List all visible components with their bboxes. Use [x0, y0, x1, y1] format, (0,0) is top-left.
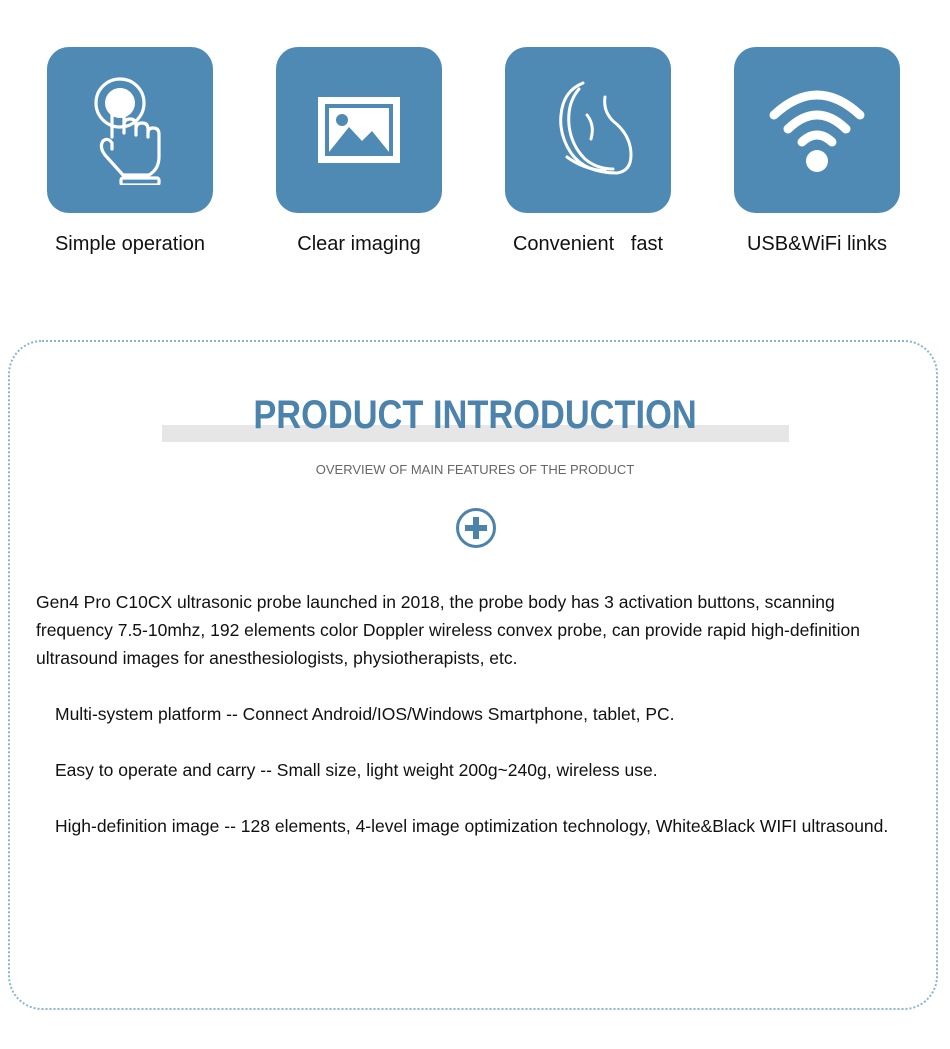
wifi-icon [762, 75, 872, 185]
page-title: PRODUCT INTRODUCTION [253, 393, 697, 437]
tap-finger-icon [75, 75, 185, 185]
product-description [36, 588, 916, 868]
feature-tile [505, 47, 671, 213]
image-icon [304, 75, 414, 185]
feature-tile [276, 47, 442, 213]
description-paragraph: High-definition image -- 128 elements, 4-level image optimization technology, White&Black WIFI ultrasound. [55, 816, 889, 836]
feature-label: USB&WiFi links [746, 233, 887, 255]
pregnancy-icon [533, 75, 643, 185]
feature-simple-operation [47, 47, 213, 255]
feature-label: Convenient fast [512, 233, 664, 255]
feature-tile [734, 47, 900, 213]
feature-convenient-fast [505, 47, 671, 255]
feature-usb-wifi [734, 47, 900, 255]
description-paragraph: Easy to operate and carry -- Small size, light weight 200g~240g, wireless use. [55, 760, 658, 780]
page-subtitle: OVERVIEW OF MAIN FEATURES OF THE PRODUCT [315, 462, 635, 477]
feature-tile [47, 47, 213, 213]
feature-label: Clear imaging [297, 233, 421, 255]
description-paragraph: Gen4 Pro C10CX ultrasonic probe launched in 2018, the probe body has 3 activation buttons, scanning frequency 7.5-10mhz, 192 elements color Doppler wireless convex probe, can provide rapid high-definition ultrasound images for anesthesiologists, physiotherapists, etc. [36, 592, 860, 668]
plus-circle-icon [455, 507, 497, 549]
description-paragraph: Multi-system platform -- Connect Android/IOS/Windows Smartphone, tablet, PC. [55, 704, 675, 724]
feature-label: Simple operation [54, 233, 206, 255]
feature-clear-imaging [276, 47, 442, 255]
